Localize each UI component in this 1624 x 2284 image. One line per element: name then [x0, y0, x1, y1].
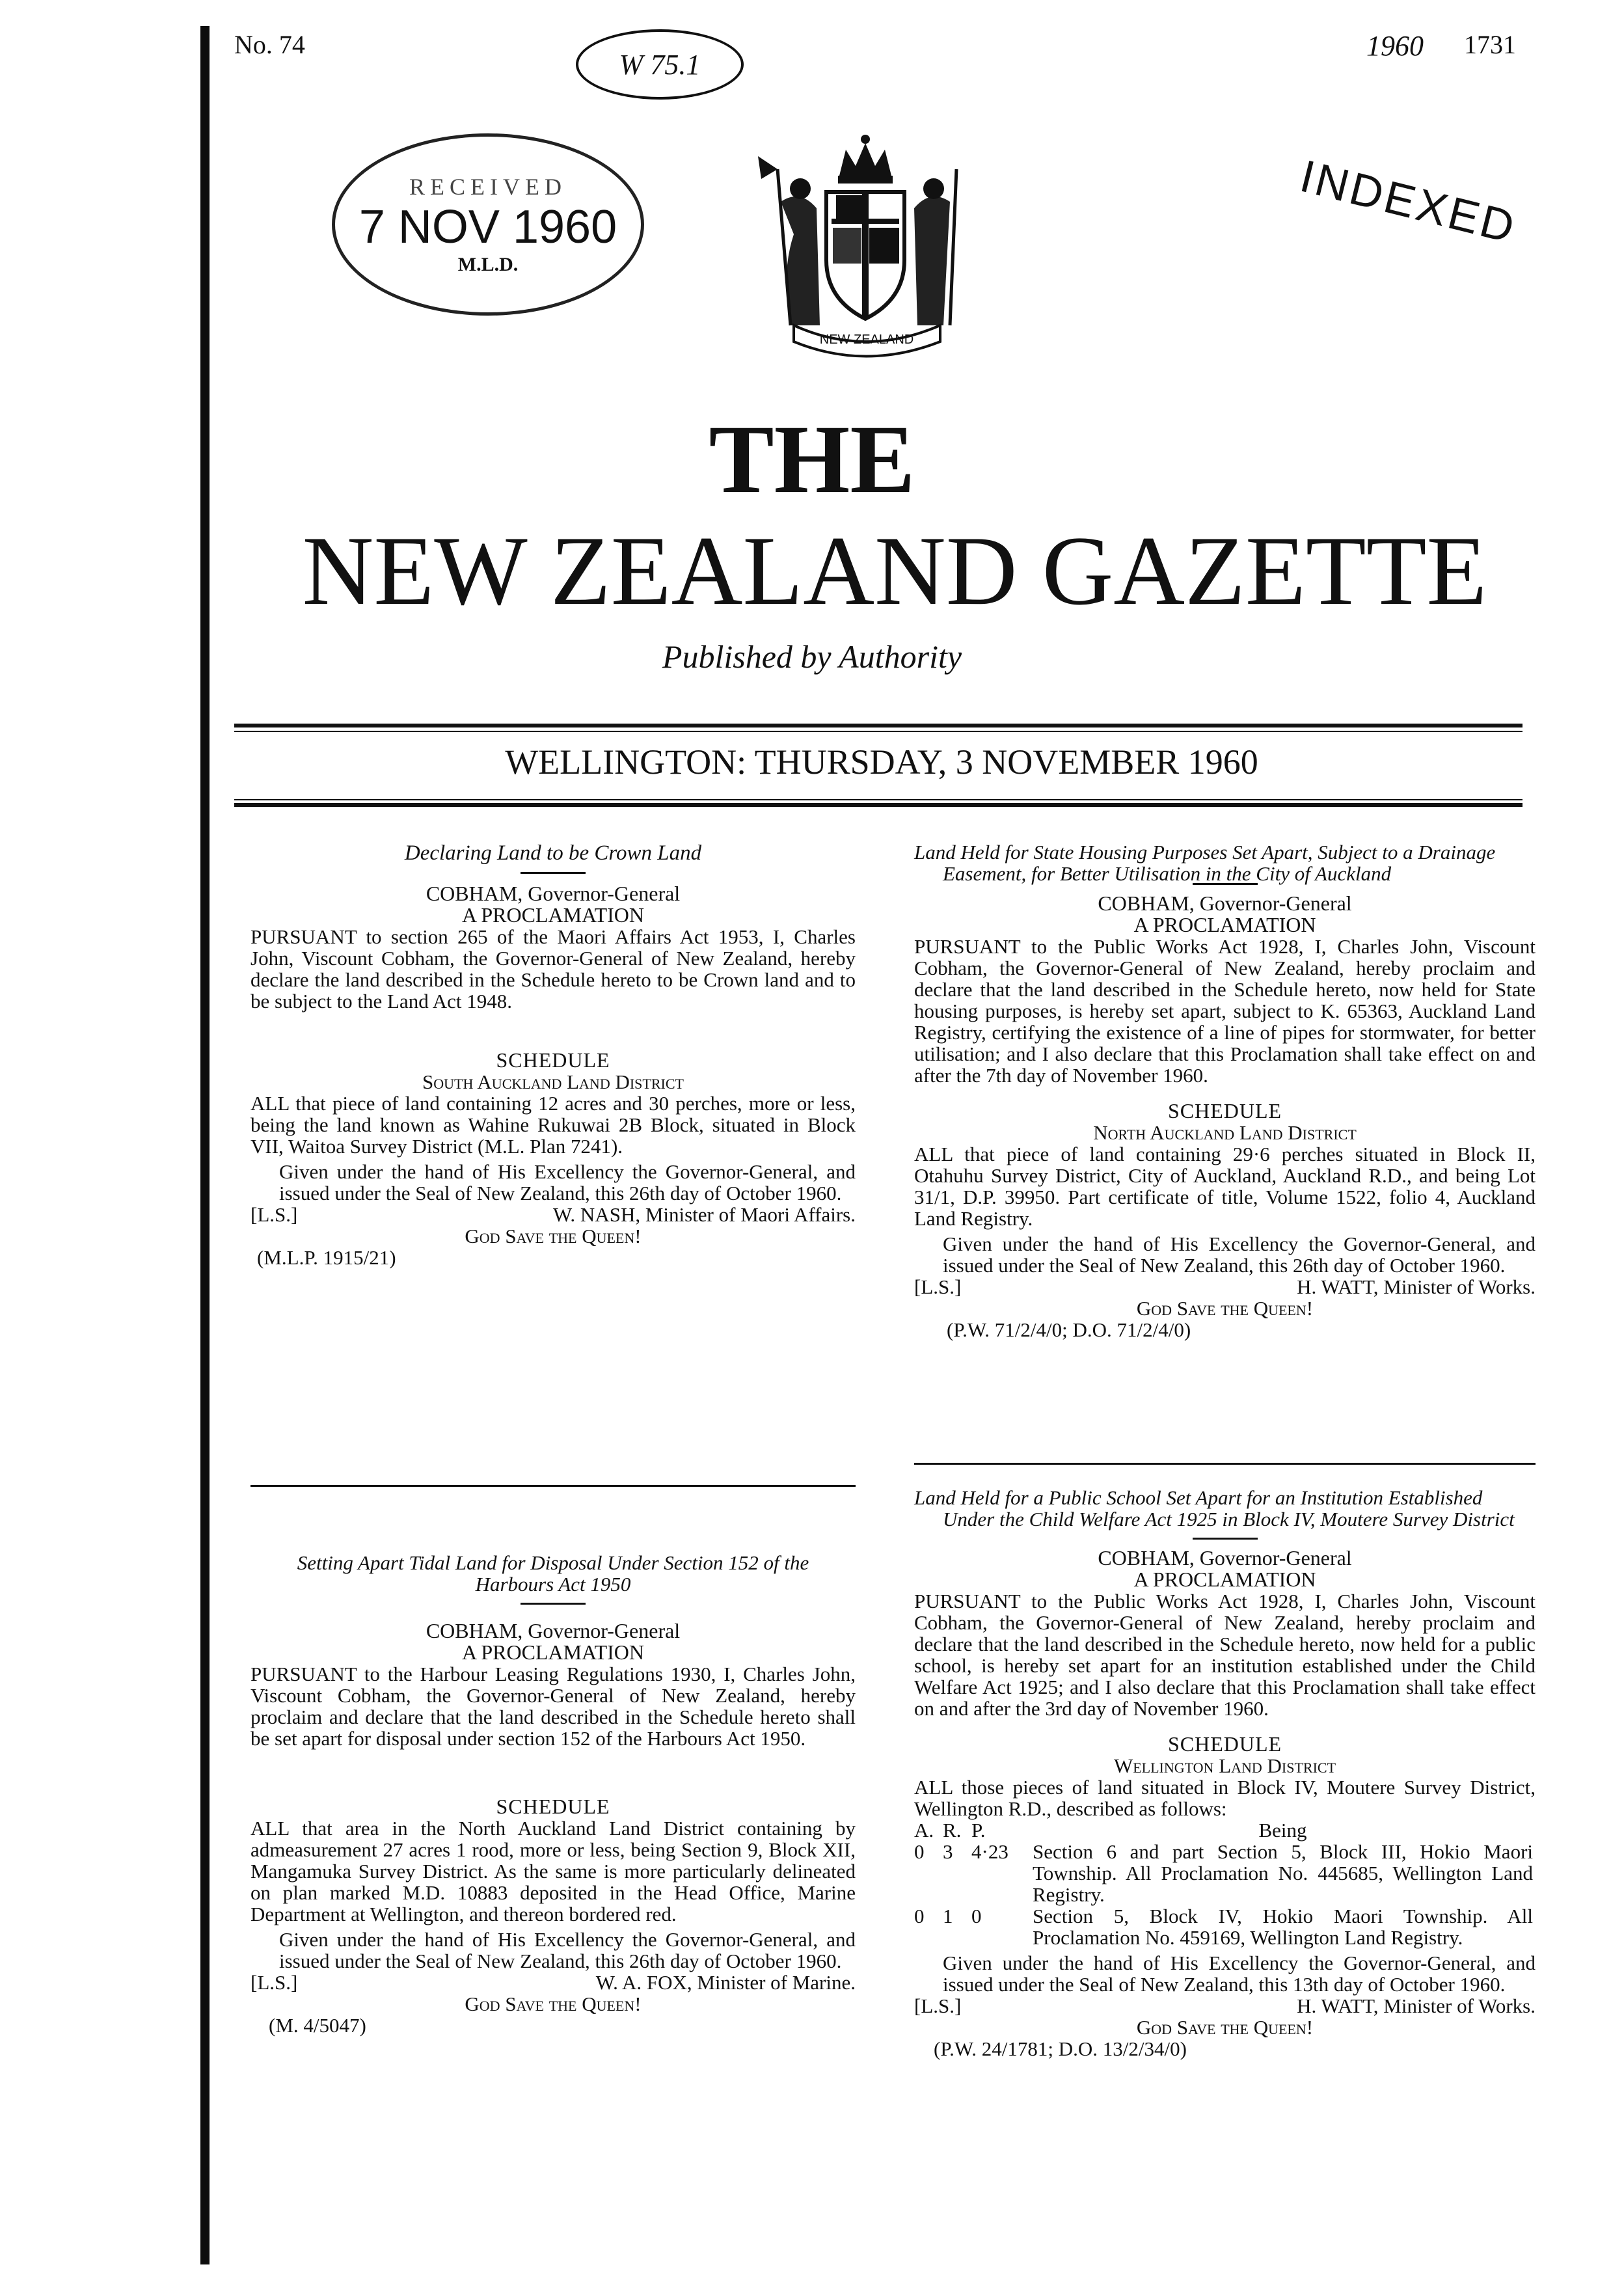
cell-roods: 3: [943, 1840, 953, 1863]
proclamation-title: A PROCLAMATION: [1133, 1568, 1316, 1591]
land-district: South Auckland Land District: [422, 1070, 684, 1093]
notice-heading: Setting Apart Tidal Land for Disposal Under Section 152 of the Harbours Act 1950: [297, 1551, 809, 1596]
given-under: Given under the hand of His Excellency the Governor-General, and issued under the Seal of New Zealand, this 13th day of October 1960.: [943, 1951, 1536, 1996]
divider: [521, 872, 586, 874]
schedule-body: ALL that area in the North Auckland Land District containing by admeasurement 27 acres 1 rood, more or less, being Section 9, Block XII, Mangamuka Survey District. As the same is more particularly delineated on plan marked M.D. 10883 deposited in the Head Office, Marine Department at Wellington, and thereon bordered red.: [250, 1817, 856, 1925]
col-being: Being: [1258, 1819, 1307, 1842]
proclamation-title: A PROCLAMATION: [1133, 913, 1316, 936]
minister-signature: H. WATT, Minister of Works.: [1297, 1994, 1536, 2017]
divider: [1193, 1538, 1258, 1540]
col-roods: R.: [943, 1819, 962, 1842]
cell-roods: 1: [943, 1905, 953, 1927]
minister-signature: W. NASH, Minister of Maori Affairs.: [553, 1203, 856, 1226]
received-stamp-top: RECEIVED: [409, 174, 567, 200]
given-under: Given under the hand of His Excellency the Governor-General, and issued under the Seal of New Zealand, this 26th day of October 1960.: [279, 1160, 856, 1204]
god-save-the-queen: God Save the Queen!: [465, 1992, 642, 2015]
notice-crown-land: [250, 843, 856, 1268]
seal-mark: [L.S.]: [914, 1275, 962, 1298]
reference: (M. 4/5047): [269, 2014, 366, 2037]
cell-description: Section 6 and part Section 5, Block III, Hokio Maori Township. All Proclamation No. 445685, Wellington Land Registry.: [1033, 1840, 1533, 1906]
cell-perches: 0: [971, 1905, 982, 1927]
date-rule-thin: [234, 799, 1522, 800]
cell-perches: 4·23: [971, 1840, 1008, 1863]
issue-number: No. 74: [234, 30, 305, 59]
top-rule-thin: [234, 731, 1522, 732]
handwritten-mark: [576, 29, 744, 100]
indexed-stamp: INDEXED: [1295, 150, 1522, 253]
table-row: [914, 1841, 1536, 1905]
top-rule: [234, 724, 1522, 727]
handwritten-year: 1960: [1366, 30, 1424, 62]
col-acres: A.: [914, 1819, 934, 1842]
signature-row: [250, 1204, 856, 1225]
governor-general: COBHAM, Governor-General: [1098, 891, 1352, 915]
minister-signature: W. A. FOX, Minister of Marine.: [595, 1971, 856, 1994]
cell-acres: 0: [914, 1905, 925, 1927]
land-district: Wellington Land District: [1113, 1754, 1336, 1777]
page-number: 1731: [1464, 30, 1516, 59]
governor-general: COBHAM, Governor-General: [426, 882, 681, 905]
proclamation-body: PURSUANT to the Harbour Leasing Regulations 1930, I, Charles John, Viscount Cobham, the Governor-General of New Zealand, hereby proclaim and declare that the land described in the Schedule hereto shall be set apart for disposal under section 152 of the Harbours Act 1950.: [250, 1663, 856, 1750]
seal-mark: [L.S.]: [250, 1971, 298, 1994]
received-stamp-bottom: M.L.D.: [457, 254, 519, 275]
handwritten-mark-text: W 75.1: [619, 48, 701, 81]
notice-state-housing: [914, 841, 1536, 1340]
schedule-body: ALL that piece of land containing 29·6 perches situated in Block II, Otahuhu Survey District, City of Auckland, Auckland R.D., and being Lot 31/1, D.P. 39950. Part certificate of title, Volume 1522, folio 4, Auckland Land Registry.: [914, 1143, 1536, 1230]
god-save-the-queen: God Save the Queen!: [1136, 2016, 1314, 2039]
god-save-the-queen: God Save the Queen!: [465, 1225, 642, 1247]
god-save-the-queen: God Save the Queen!: [1136, 1297, 1314, 1320]
schedule-title: SCHEDULE: [1167, 1732, 1282, 1756]
seal-mark: [L.S.]: [250, 1203, 298, 1226]
notice-public-school: [914, 1487, 1536, 2060]
notice-heading: Declaring Land to be Crown Land: [404, 841, 702, 865]
table-header-row: [914, 1819, 1536, 1841]
governor-general: COBHAM, Governor-General: [426, 1619, 681, 1642]
signature-row: [250, 1972, 856, 1993]
given-under: Given under the hand of His Excellency the Governor-General, and issued under the Seal of New Zealand, this 26th day of October 1960.: [279, 1928, 856, 1972]
governor-general: COBHAM, Governor-General: [1098, 1546, 1352, 1570]
seal-mark: [L.S.]: [914, 1994, 962, 2017]
received-stamp-date: 7 NOV 1960: [359, 201, 617, 253]
given-under: Given under the hand of His Excellency the Governor-General, and issued under the Seal of New Zealand, this 26th day of October 1960.: [943, 1232, 1536, 1277]
binding-edge: [200, 26, 210, 2264]
notice-tidal-land: [250, 1552, 856, 2036]
masthead-the: THE: [709, 405, 915, 513]
schedule-title: SCHEDULE: [1167, 1099, 1282, 1122]
proclamation-body: PURSUANT to the Public Works Act 1928, I, Charles John, Viscount Cobham, the Governor-General of New Zealand, hereby proclaim and declare that the land described in the Schedule hereto, now held for State housing purposes, is hereby set apart, subject to K. 65363, Auckland Land Registry, certifying the existence of a line of pipes for stormwater, for better utilisation; and I also declare that this Proclamation shall take effect on and after the 7th day of November 1960.: [914, 935, 1536, 1087]
date-rule: [234, 803, 1522, 807]
minister-signature: H. WATT, Minister of Works.: [1297, 1275, 1536, 1298]
cell-description: Section 5, Block IV, Hokio Maori Township. All Proclamation No. 459169, Wellington Land Registry.: [1033, 1905, 1533, 1949]
lots-table: [914, 1819, 1536, 1948]
proclamation-body: PURSUANT to section 265 of the Maori Affairs Act 1953, I, Charles John, Viscount Cobham, the Governor-General of New Zealand, hereby declare the land described in the Schedule hereto to be Crown land and to be subject to the Land Act 1948.: [250, 925, 856, 1013]
signature-row: [914, 1995, 1536, 2017]
divider: [521, 1603, 586, 1605]
notice-heading: Land Held for State Housing Purposes Set Apart, Subject to a Drainage Easement, for Better Utilisation in the City of Auckland: [914, 841, 1496, 885]
schedule-title: SCHEDULE: [496, 1795, 610, 1818]
schedule-body: ALL that piece of land containing 12 acres and 30 perches, more or less, being the land known as Wahine Rukuwai 2B Block, situated in Block VII, Waitoa Survey District (M.L. Plan 7241).: [250, 1092, 856, 1158]
dateline: WELLINGTON: THURSDAY, 3 NOVEMBER 1960: [505, 742, 1258, 782]
proclamation-title: A PROCLAMATION: [461, 1640, 645, 1664]
reference: (M.L.P. 1915/21): [257, 1246, 396, 1269]
coat-of-arms-icon: [755, 130, 976, 358]
col-perches: P.: [971, 1819, 986, 1842]
coat-motto: NEW ZEALAND: [819, 333, 914, 347]
column-rule-right: [914, 1463, 1536, 1465]
proclamation-title: A PROCLAMATION: [461, 903, 645, 927]
reference: (P.W. 71/2/4/0; D.O. 71/2/4/0): [947, 1318, 1191, 1341]
reference: (P.W. 24/1781; D.O. 13/2/34/0): [934, 2037, 1187, 2060]
published-by: Published by Authority: [662, 638, 962, 675]
land-district: North Auckland Land District: [1093, 1121, 1357, 1144]
signature-row: [914, 1276, 1536, 1298]
column-rule-left: [250, 1485, 856, 1487]
received-stamp: [332, 133, 644, 316]
schedule-body: ALL those pieces of land situated in Block IV, Moutere Survey District, Wellington R.D., described as follows:: [914, 1776, 1536, 1820]
notice-heading: Land Held for a Public School Set Apart for an Institution Established Under the Child Welfare Act 1925 in Block IV, Moutere Survey District: [914, 1486, 1515, 1530]
masthead-title: NEW ZEALAND GAZETTE: [302, 516, 1487, 625]
proclamation-body: PURSUANT to the Public Works Act 1928, I, Charles John, Viscount Cobham, the Governor-General of New Zealand, hereby proclaim and declare that the land described in the Schedule hereto, now held for a public school, is hereby set apart for an institution established under the Child Welfare Act 1925; and I also declare that this Proclamation shall take effect on and after the 3rd day of November 1960.: [914, 1590, 1536, 1720]
schedule-title: SCHEDULE: [496, 1048, 610, 1072]
table-row: [914, 1905, 1536, 1948]
cell-acres: 0: [914, 1840, 925, 1863]
